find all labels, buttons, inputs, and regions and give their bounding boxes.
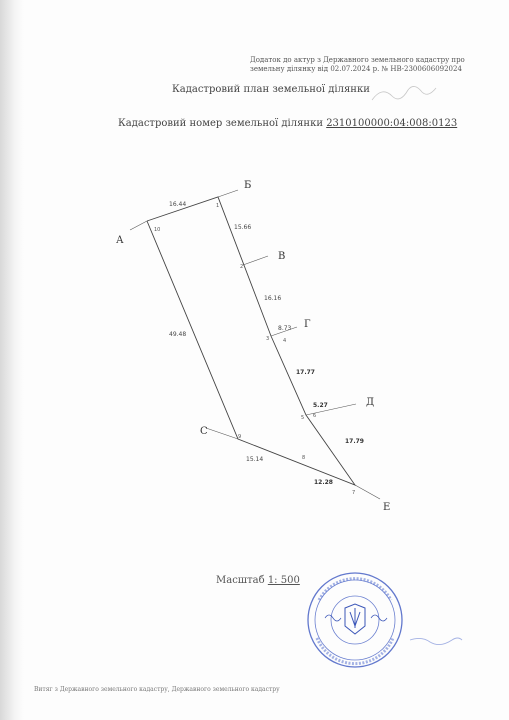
footer-note: Витяг з Державного земельного кадастру, Державного земельного кадастру: [34, 686, 280, 693]
vertex-number: 9: [238, 434, 242, 440]
scale-line: [216, 575, 300, 586]
distance-label: 16.16: [264, 295, 282, 302]
vertex-number: 6: [313, 413, 317, 419]
seal-signature: [410, 638, 462, 645]
vertex-number: 2: [240, 264, 244, 270]
document-title: Кадастровий план земельної ділянки: [172, 84, 370, 95]
distance-label: 49.48: [169, 331, 187, 338]
parcel-boundary: [147, 197, 355, 485]
vertex-number: 7: [352, 490, 356, 496]
point-letter-b: Б: [244, 180, 252, 191]
point-letter-a: А: [116, 235, 124, 246]
leader-e: [355, 485, 380, 499]
distance-label: 15.66: [234, 224, 252, 231]
vertex-number: 5: [301, 415, 305, 421]
official-seal: [308, 573, 402, 667]
header-line-2: земельну ділянку від 02.07.2024 р. № НВ-2300606092024: [250, 65, 462, 73]
vertex-number: 10: [154, 227, 161, 233]
distance-label: 12.28: [314, 479, 333, 486]
cadastral-number-label: Кадастровий номер земельної ділянки: [118, 118, 323, 129]
vertex-number: 4: [283, 338, 287, 344]
point-letter-d: Д: [366, 397, 375, 408]
vertex-number: 3: [266, 336, 270, 342]
point-letter-g: Г: [304, 319, 311, 330]
distance-label: 5.27: [313, 402, 328, 409]
leader-v: [243, 256, 268, 265]
distance-label: 15.14: [246, 456, 264, 463]
point-letter-c: С: [200, 426, 208, 437]
distance-label: 17.77: [296, 369, 315, 376]
vertex-number: 8: [302, 455, 306, 461]
point-letter-v: В: [278, 251, 286, 262]
leader-a: [130, 221, 147, 230]
distance-label: 17.79: [345, 438, 364, 445]
scale-value: 1: 500: [267, 575, 300, 586]
header-line-1: Додаток до актур з Державного земельного кадастру про: [250, 56, 465, 64]
leader-c: [206, 428, 238, 439]
leader-b: [218, 190, 238, 197]
distance-label: 8.73: [278, 325, 292, 332]
vertex-number: 1: [216, 203, 220, 209]
cadastral-number-value: 2310100000:04:008:0123: [326, 118, 458, 129]
distance-label: 16.44: [169, 201, 187, 208]
scale-label: Масштаб: [216, 575, 265, 586]
point-letter-e: Е: [383, 502, 391, 513]
signature-mark: [372, 86, 436, 100]
